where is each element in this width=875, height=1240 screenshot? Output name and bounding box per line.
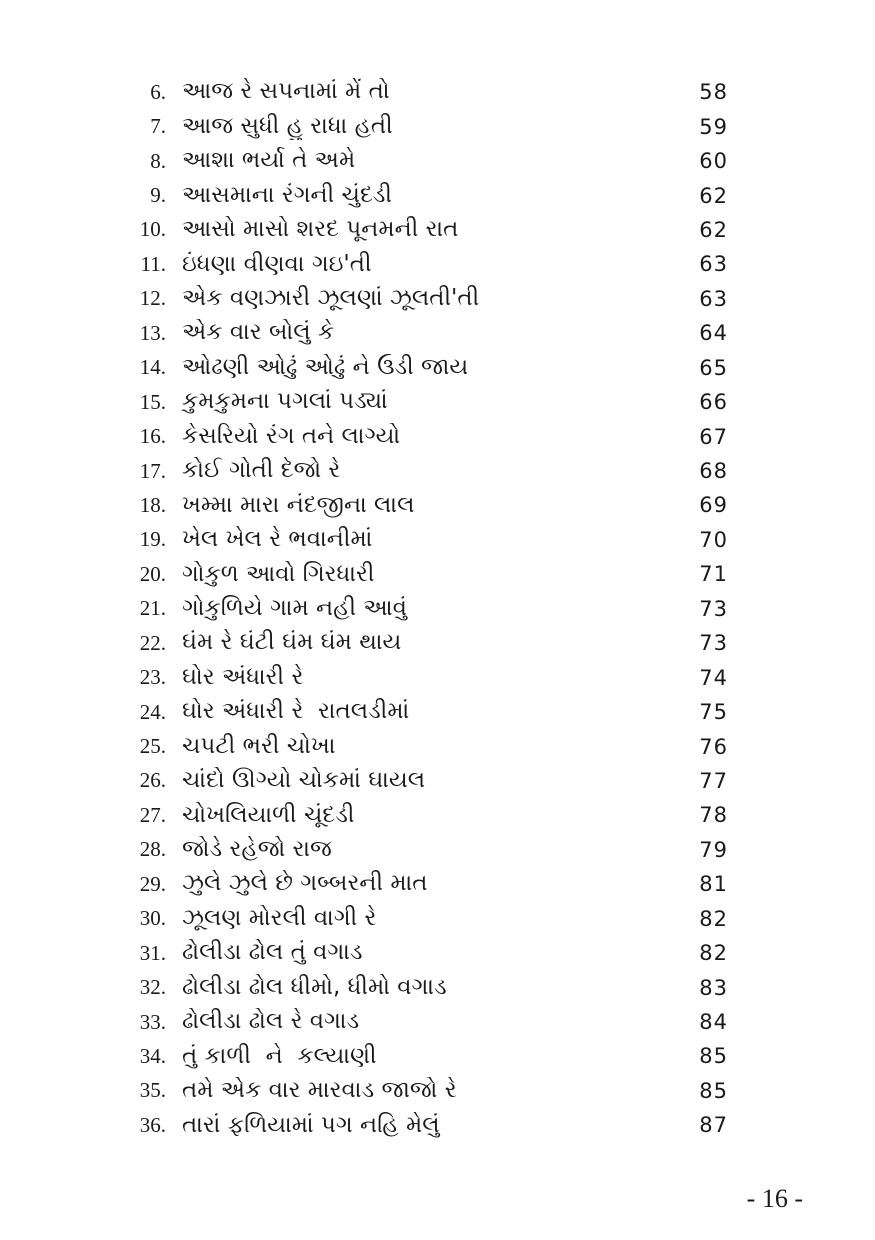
entry-title: ઇંધણા વીણવા ગઇ'તી: [182, 250, 372, 277]
entry-page-number: 82: [699, 941, 728, 966]
toc-entry: [0, 833, 875, 867]
toc-entry: [0, 75, 875, 109]
folio-page-number: - 16 -: [746, 1184, 803, 1213]
toc-entry: [0, 488, 875, 522]
entry-title: ઓઢણી ઓઢું ઓઢું ને ઉડી જાય: [182, 353, 469, 380]
entry-number: 31.: [139, 940, 166, 965]
entry-page-number: 78: [699, 803, 728, 828]
entry-number: 27.: [139, 802, 166, 827]
entry-title: ખેલ ખેલ રે ભવાનીમાં: [182, 526, 373, 553]
entry-title: ઝૂલણ મોરલી વાગી રે: [182, 904, 377, 931]
entry-page-number: 62: [699, 183, 728, 208]
entry-title: ચાંદો ઊગ્યો ચોકમાં ઘાયલ: [182, 767, 426, 794]
entry-number: 16.: [139, 424, 166, 449]
entry-page-number: 60: [699, 149, 728, 174]
entry-page-number: 63: [699, 252, 728, 277]
entry-number: 17.: [139, 458, 166, 483]
entry-title: કોઈ ગોતી દેજો રે: [182, 457, 341, 484]
entry-title: કેસરિયો રંગ તને લાગ્યો: [182, 422, 401, 449]
entry-number: 10.: [139, 217, 166, 242]
toc-entry: [0, 1074, 875, 1108]
entry-number: 28.: [139, 837, 166, 862]
entry-title: આજ રે સપનામાં મેં તો: [182, 78, 390, 105]
entry-page-number: 75: [699, 700, 728, 725]
entry-number: 36.: [139, 1112, 166, 1137]
entry-title: કુમકુમના પગલાં પડ્યાં: [182, 388, 388, 415]
entry-title: ગોકુળ આવો ગિરધારી: [182, 560, 375, 587]
entry-title: ઢોલીડા ઢોલ ધીમો, ધીમો વગાડ: [182, 973, 447, 1000]
entry-number: 7.: [150, 114, 166, 139]
entry-page-number: 76: [699, 734, 728, 759]
entry-page-number: 67: [699, 424, 728, 449]
entry-number: 29.: [139, 871, 166, 896]
entry-title: એક વાર બોલું કે: [182, 319, 335, 346]
entry-page-number: 69: [699, 493, 728, 518]
toc-entry: [0, 178, 875, 212]
entry-number: 24.: [139, 699, 166, 724]
entry-number: 21.: [139, 596, 166, 621]
entry-page-number: 81: [699, 872, 728, 897]
toc-entry: [0, 729, 875, 763]
entry-title: ચોખલિયાળી ચૂંદડી: [182, 801, 355, 828]
toc-entry: [0, 523, 875, 557]
toc-entry: [0, 419, 875, 453]
entry-title: ઘોર અંધારી રે: [182, 663, 304, 690]
entry-page-number: 74: [699, 665, 728, 690]
toc-entry: [0, 213, 875, 247]
entry-page-number: 62: [699, 217, 728, 242]
entry-title: આજ સુધી હુ રાધા હતી: [182, 112, 393, 139]
toc-entry: [0, 1005, 875, 1039]
entry-page-number: 77: [699, 768, 728, 793]
entry-number: 34.: [139, 1043, 166, 1068]
entry-number: 26.: [139, 768, 166, 793]
entry-title: આસમાના રંગની ચુંદડી: [182, 181, 393, 208]
entry-title: ખમ્મા મારા નંદજીના લાલ: [182, 491, 415, 518]
entry-number: 33.: [139, 1009, 166, 1034]
entry-number: 23.: [139, 665, 166, 690]
entry-page-number: 66: [699, 390, 728, 415]
entry-title: ગોકુળિયે ગામ નહી આવું: [182, 594, 408, 621]
toc-entry: [0, 626, 875, 660]
entry-number: 15.: [139, 389, 166, 414]
toc-list: [0, 75, 875, 1143]
entry-page-number: 82: [699, 906, 728, 931]
toc-entry: [0, 1108, 875, 1142]
toc-entry: [0, 109, 875, 143]
entry-number: 6.: [150, 79, 166, 104]
entry-page-number: 85: [699, 1078, 728, 1103]
entry-page-number: 70: [699, 527, 728, 552]
entry-number: 32.: [139, 975, 166, 1000]
entry-title: એક વણઝારી ઝૂલણાં ઝૂલતી'તી: [182, 285, 480, 312]
toc-entry: [0, 282, 875, 316]
toc-entry: [0, 385, 875, 419]
entry-number: 22.: [139, 630, 166, 655]
entry-page-number: 65: [699, 355, 728, 380]
toc-entry: [0, 592, 875, 626]
entry-title: ચપટી ભરી ચોખા: [182, 732, 336, 759]
entry-page-number: 87: [699, 1113, 728, 1138]
toc-entry: [0, 557, 875, 591]
entry-number: 25.: [139, 734, 166, 759]
toc-entry: [0, 247, 875, 281]
entry-number: 18.: [139, 492, 166, 517]
toc-entry: [0, 660, 875, 694]
entry-title: આશા ભર્યા તે અમે: [182, 147, 356, 174]
entry-title: જોડે રહેજો રાજ: [182, 836, 332, 863]
entry-page-number: 85: [699, 1044, 728, 1069]
entry-number: 19.: [139, 527, 166, 552]
entry-title: આસો માસો શરદ પૂનમની રાત: [182, 216, 459, 243]
entry-page-number: 71: [699, 562, 728, 587]
entry-page-number: 59: [699, 114, 728, 139]
entry-title: તમે એક વાર મારવાડ જાજો રે: [182, 1077, 457, 1104]
entry-title: ઢોલીડા ઢોલ રે વગાડ: [182, 1008, 360, 1035]
entry-title: ઘંમ રે ઘંટી ઘંમ ઘંમ થાય: [182, 629, 402, 656]
toc-entry: [0, 970, 875, 1004]
entry-number: 12.: [139, 286, 166, 311]
toc-entry: [0, 144, 875, 178]
entry-page-number: 68: [699, 459, 728, 484]
entry-page-number: 64: [699, 321, 728, 346]
entry-page-number: 73: [699, 631, 728, 656]
entry-number: 9.: [150, 183, 166, 208]
page-footer: [747, 1184, 803, 1214]
entry-page-number: 73: [699, 596, 728, 621]
toc-entry: [0, 764, 875, 798]
entry-title: તું કાળી ને કલ્યાણી: [182, 1042, 377, 1069]
entry-number: 13.: [139, 320, 166, 345]
entry-number: 35.: [139, 1078, 166, 1103]
entry-title: ઝુલે ઝુલે છે ગબ્બરની માત: [182, 870, 428, 897]
entry-page-number: 79: [699, 837, 728, 862]
entry-number: 8.: [150, 148, 166, 173]
toc-entry: [0, 936, 875, 970]
entry-page-number: 83: [699, 975, 728, 1000]
entry-number: 11.: [140, 251, 166, 276]
entry-page-number: 84: [699, 1010, 728, 1035]
toc-entry: [0, 902, 875, 936]
toc-entry: [0, 351, 875, 385]
entry-page-number: 63: [699, 286, 728, 311]
entry-title: તારાં ફળિયામાં પગ નહિ મેલું: [182, 1111, 440, 1138]
entry-number: 30.: [139, 906, 166, 931]
entry-page-number: 58: [699, 80, 728, 105]
entry-title: ઘોર અંધારી રે રાતલડીમાં: [182, 698, 410, 725]
toc-entry: [0, 1039, 875, 1073]
toc-entry: [0, 798, 875, 832]
toc-entry: [0, 867, 875, 901]
toc-entry: [0, 695, 875, 729]
entry-number: 20.: [139, 561, 166, 586]
entry-title: ઢોલીડા ઢોલ તું વગાડ: [182, 939, 363, 966]
entry-number: 14.: [139, 355, 166, 380]
toc-entry: [0, 316, 875, 350]
toc-entry: [0, 454, 875, 488]
